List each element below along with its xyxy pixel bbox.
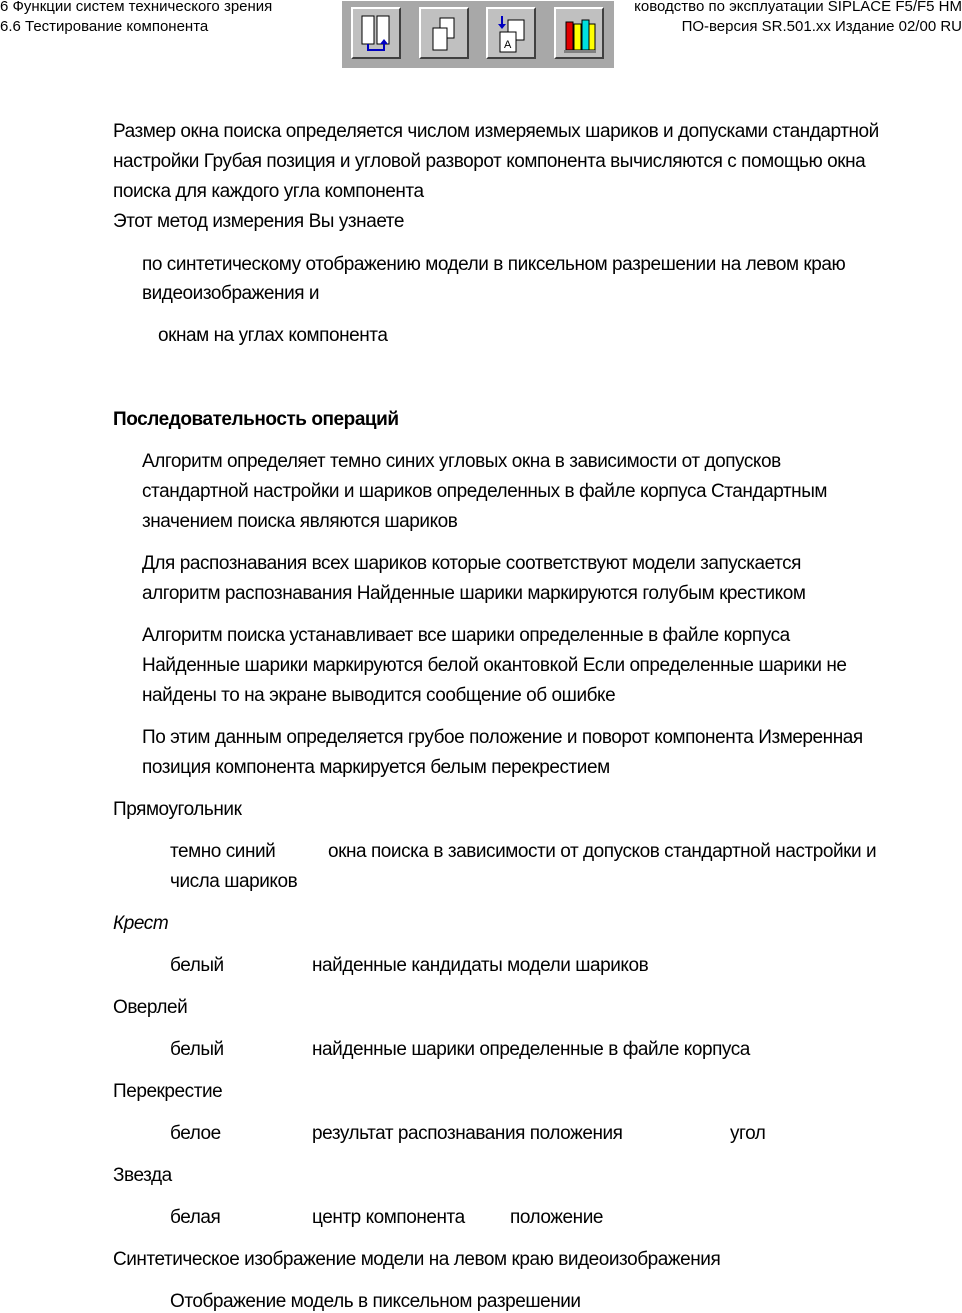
paragraph-line: поиска для каждого угла компонента (113, 181, 424, 202)
paragraph-line: Размер окна поиска определяется числом измеряемых шариков и допусками стандартной (113, 121, 879, 142)
header-section: 6.6 Тестирование компонента (0, 18, 209, 35)
step-line: Для распознавания всех шариков которые соответствуют модели запускается (142, 553, 802, 574)
library-icon (562, 14, 598, 54)
step-line: алгоритм распознавания Найденные шарики маркируются голубым крестиком (142, 583, 806, 604)
header-chapter: 6 Функции систем технического зрения (0, 0, 273, 15)
legend-color: темно синий (170, 841, 276, 862)
contents-icon (359, 14, 395, 54)
step-line: стандартной настройки и шариков определенных в файле корпуса Стандартным (142, 481, 828, 502)
step-line: Алгоритм определяет темно синих угловых окна в зависимости от допусков (142, 451, 781, 472)
back-icon (494, 14, 530, 54)
legend-title: Оверлей (113, 997, 188, 1018)
legend-desc: найденные кандидаты модели шариков (312, 955, 649, 976)
legend-title: Перекрестие (113, 1081, 223, 1102)
step-line: Найденные шарики маркируются белой окантовкой Если определенные шарики не (142, 655, 847, 676)
paragraph-line: настройки Грубая позиция и угловой разворот компонента вычисляются с помощью окна (113, 151, 866, 172)
legend-desc: результат распознавания положения (312, 1123, 623, 1144)
legend-title: Звезда (113, 1165, 172, 1186)
navigation-toolbar (342, 1, 614, 68)
step-line: По этим данным определяется грубое положение и поворот компонента Измеренная (142, 727, 863, 748)
legend-color: белое (170, 1123, 221, 1144)
section-heading: Последовательность операций (113, 409, 399, 430)
step-line: позиция компонента маркируется белым перекрестием (142, 757, 610, 778)
step-line: значением поиска являются шариков (142, 511, 458, 532)
legend-desc: числа шариков (170, 871, 298, 892)
header-manual-title: ководство по эксплуатации SIPLACE F5/F5 HM (634, 0, 962, 15)
list-item: окнам на углах компонента (158, 325, 388, 346)
list-item: видеоизображения и (142, 283, 320, 304)
legend-desc: положение (510, 1207, 603, 1228)
page-icon (427, 14, 463, 54)
legend-desc: Отображение модель в пиксельном разрешении (170, 1291, 581, 1312)
page-button[interactable] (419, 7, 469, 59)
step-line: найдены то на экране выводится сообщение об ошибке (142, 685, 616, 706)
legend-title: Крест (113, 913, 169, 934)
paragraph-line: Этот метод измерения Вы узнаете (113, 211, 404, 232)
step-line: Алгоритм поиска устанавливает все шарики определенные в файле корпуса (142, 625, 790, 646)
header-version: ПО-версия SR.501.xx Издание 02/00 RU (681, 18, 962, 35)
legend-title: Синтетическое изображение модели на левом краю видеоизображения (113, 1249, 721, 1270)
legend-desc: найденные шарики определенные в файле корпуса (312, 1039, 750, 1060)
contents-button[interactable] (351, 7, 401, 59)
legend-color: белый (170, 1039, 224, 1060)
legend-color: белая (170, 1207, 221, 1228)
back-button[interactable] (486, 7, 536, 59)
legend-color: белый (170, 955, 224, 976)
library-button[interactable] (554, 7, 604, 59)
legend-desc: центр компонента (312, 1207, 465, 1228)
svg-text:A: A (504, 39, 512, 51)
list-item: по синтетическому отображению модели в пиксельном разрешении на левом краю (142, 254, 846, 275)
legend-desc: окна поиска в зависимости от допусков стандартной настройки и (328, 841, 877, 862)
legend-desc: угол (730, 1123, 766, 1144)
legend-title: Прямоугольник (113, 799, 242, 820)
